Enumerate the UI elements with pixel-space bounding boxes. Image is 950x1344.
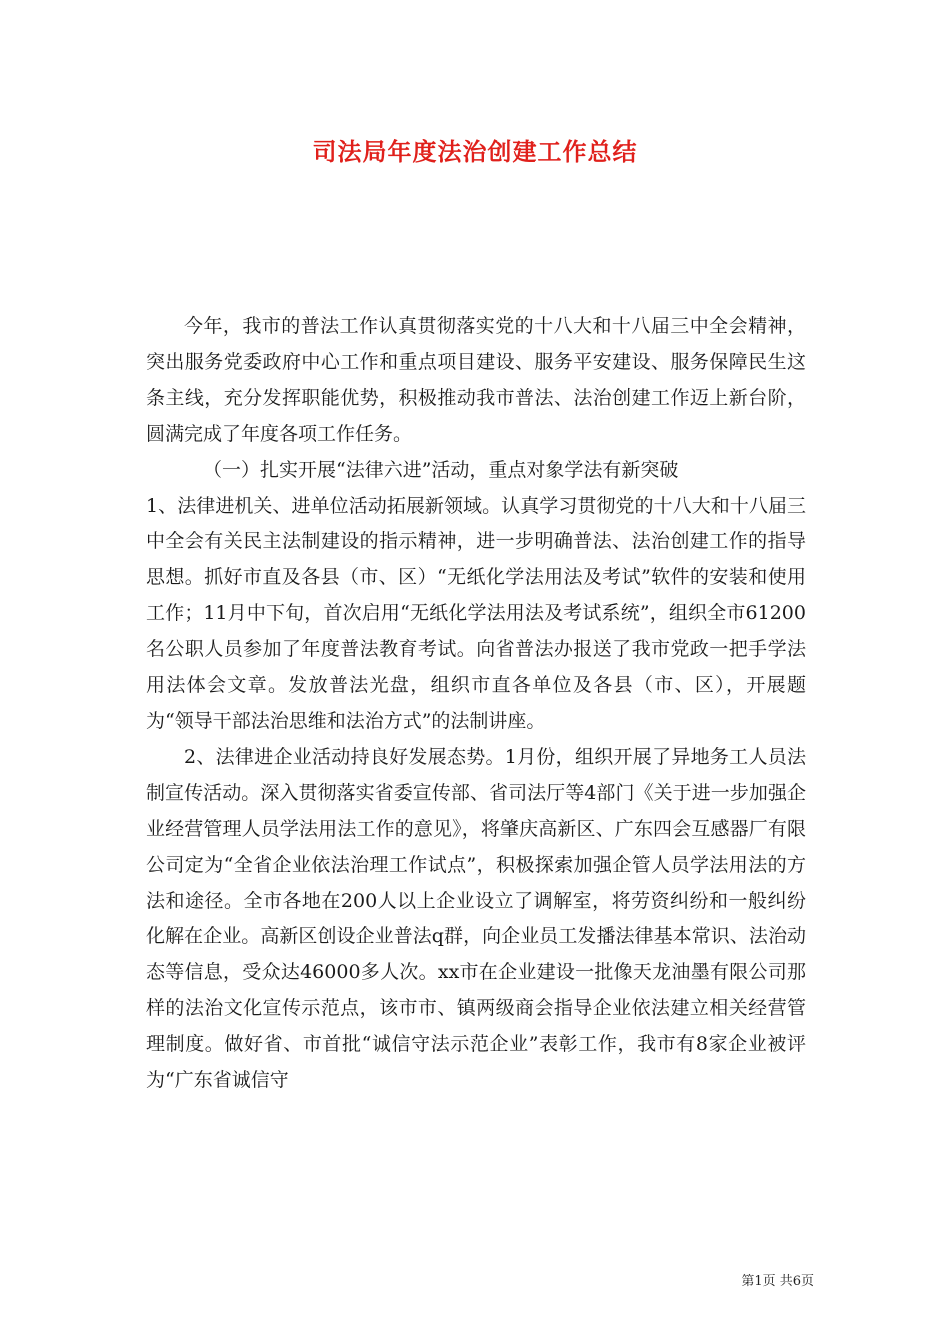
document-body: [146, 309, 806, 1099]
paragraph-item-1: 1、法律进机关、进单位活动拓展新领域。认真学习贯彻党的十八大和十八届三中全会有关民主法制建设的指示精神，进一步明确普法、法治创建工作的指导思想。抓好市直及各县（市、区）“无纸化学法用法及考试”软件的安装和使用工作；11月中下旬，首次启用“无纸化学法用法及考试系统”，组织全市61200名公职人员参加了年度普法教育考试。向省普法办报送了我市党政一把手学法用法体会文章。发放普法光盘，组织市直各单位及各县（市、区），开展题为“领导干部法治思维和法治方式”的法制讲座。: [146, 494, 806, 732]
section-heading-1: （一）扎实开展“法律六进”活动，重点对象学法有新突破: [203, 458, 679, 481]
page-number: 第1页 共6页: [741, 1274, 814, 1289]
paragraph-intro: 今年，我市的普法工作认真贯彻落实党的十八大和十八届三中全会精神，突出服务党委政府中心工作和重点项目建设、服务平安建设、服务保障民生这条主线，充分发挥职能优势，积极推动我市普法、法治创建工作迈上新台阶，圆满完成了年度各项工作任务。: [146, 315, 806, 445]
paragraph-item-2: 2、法律进企业活动持良好发展态势。1月份，组织开展了异地务工人员法制宣传活动。深入贯彻落实省委宣传部、省司法厅等4部门《关于进一步加强企业经营管理人员学法用法工作的意见》，将肇庆高新区、广东四会互感器厂有限公司定为“全省企业依法治理工作试点”，积极探索加强企管人员学法用法的方法和途径。全市各地在200人以上企业设立了调解室，将劳资纠纷和一般纠纷化解在企业。高新区创设企业普法q群，向企业员工发播法律基本常识、法治动态等信息，受众达46000多人次。xx市在企业建设一批像天龙油墨有限公司那样的法治文化宣传示范点，该市市、镇两级商会指导企业依法建立相关经营管理制度。做好省、市首批“诚信守法示范企业”表彰工作，我市有8家企业被评为“广东省诚信守: [146, 745, 806, 1092]
document-title: 司法局年度法治创建工作总结: [312, 137, 638, 166]
